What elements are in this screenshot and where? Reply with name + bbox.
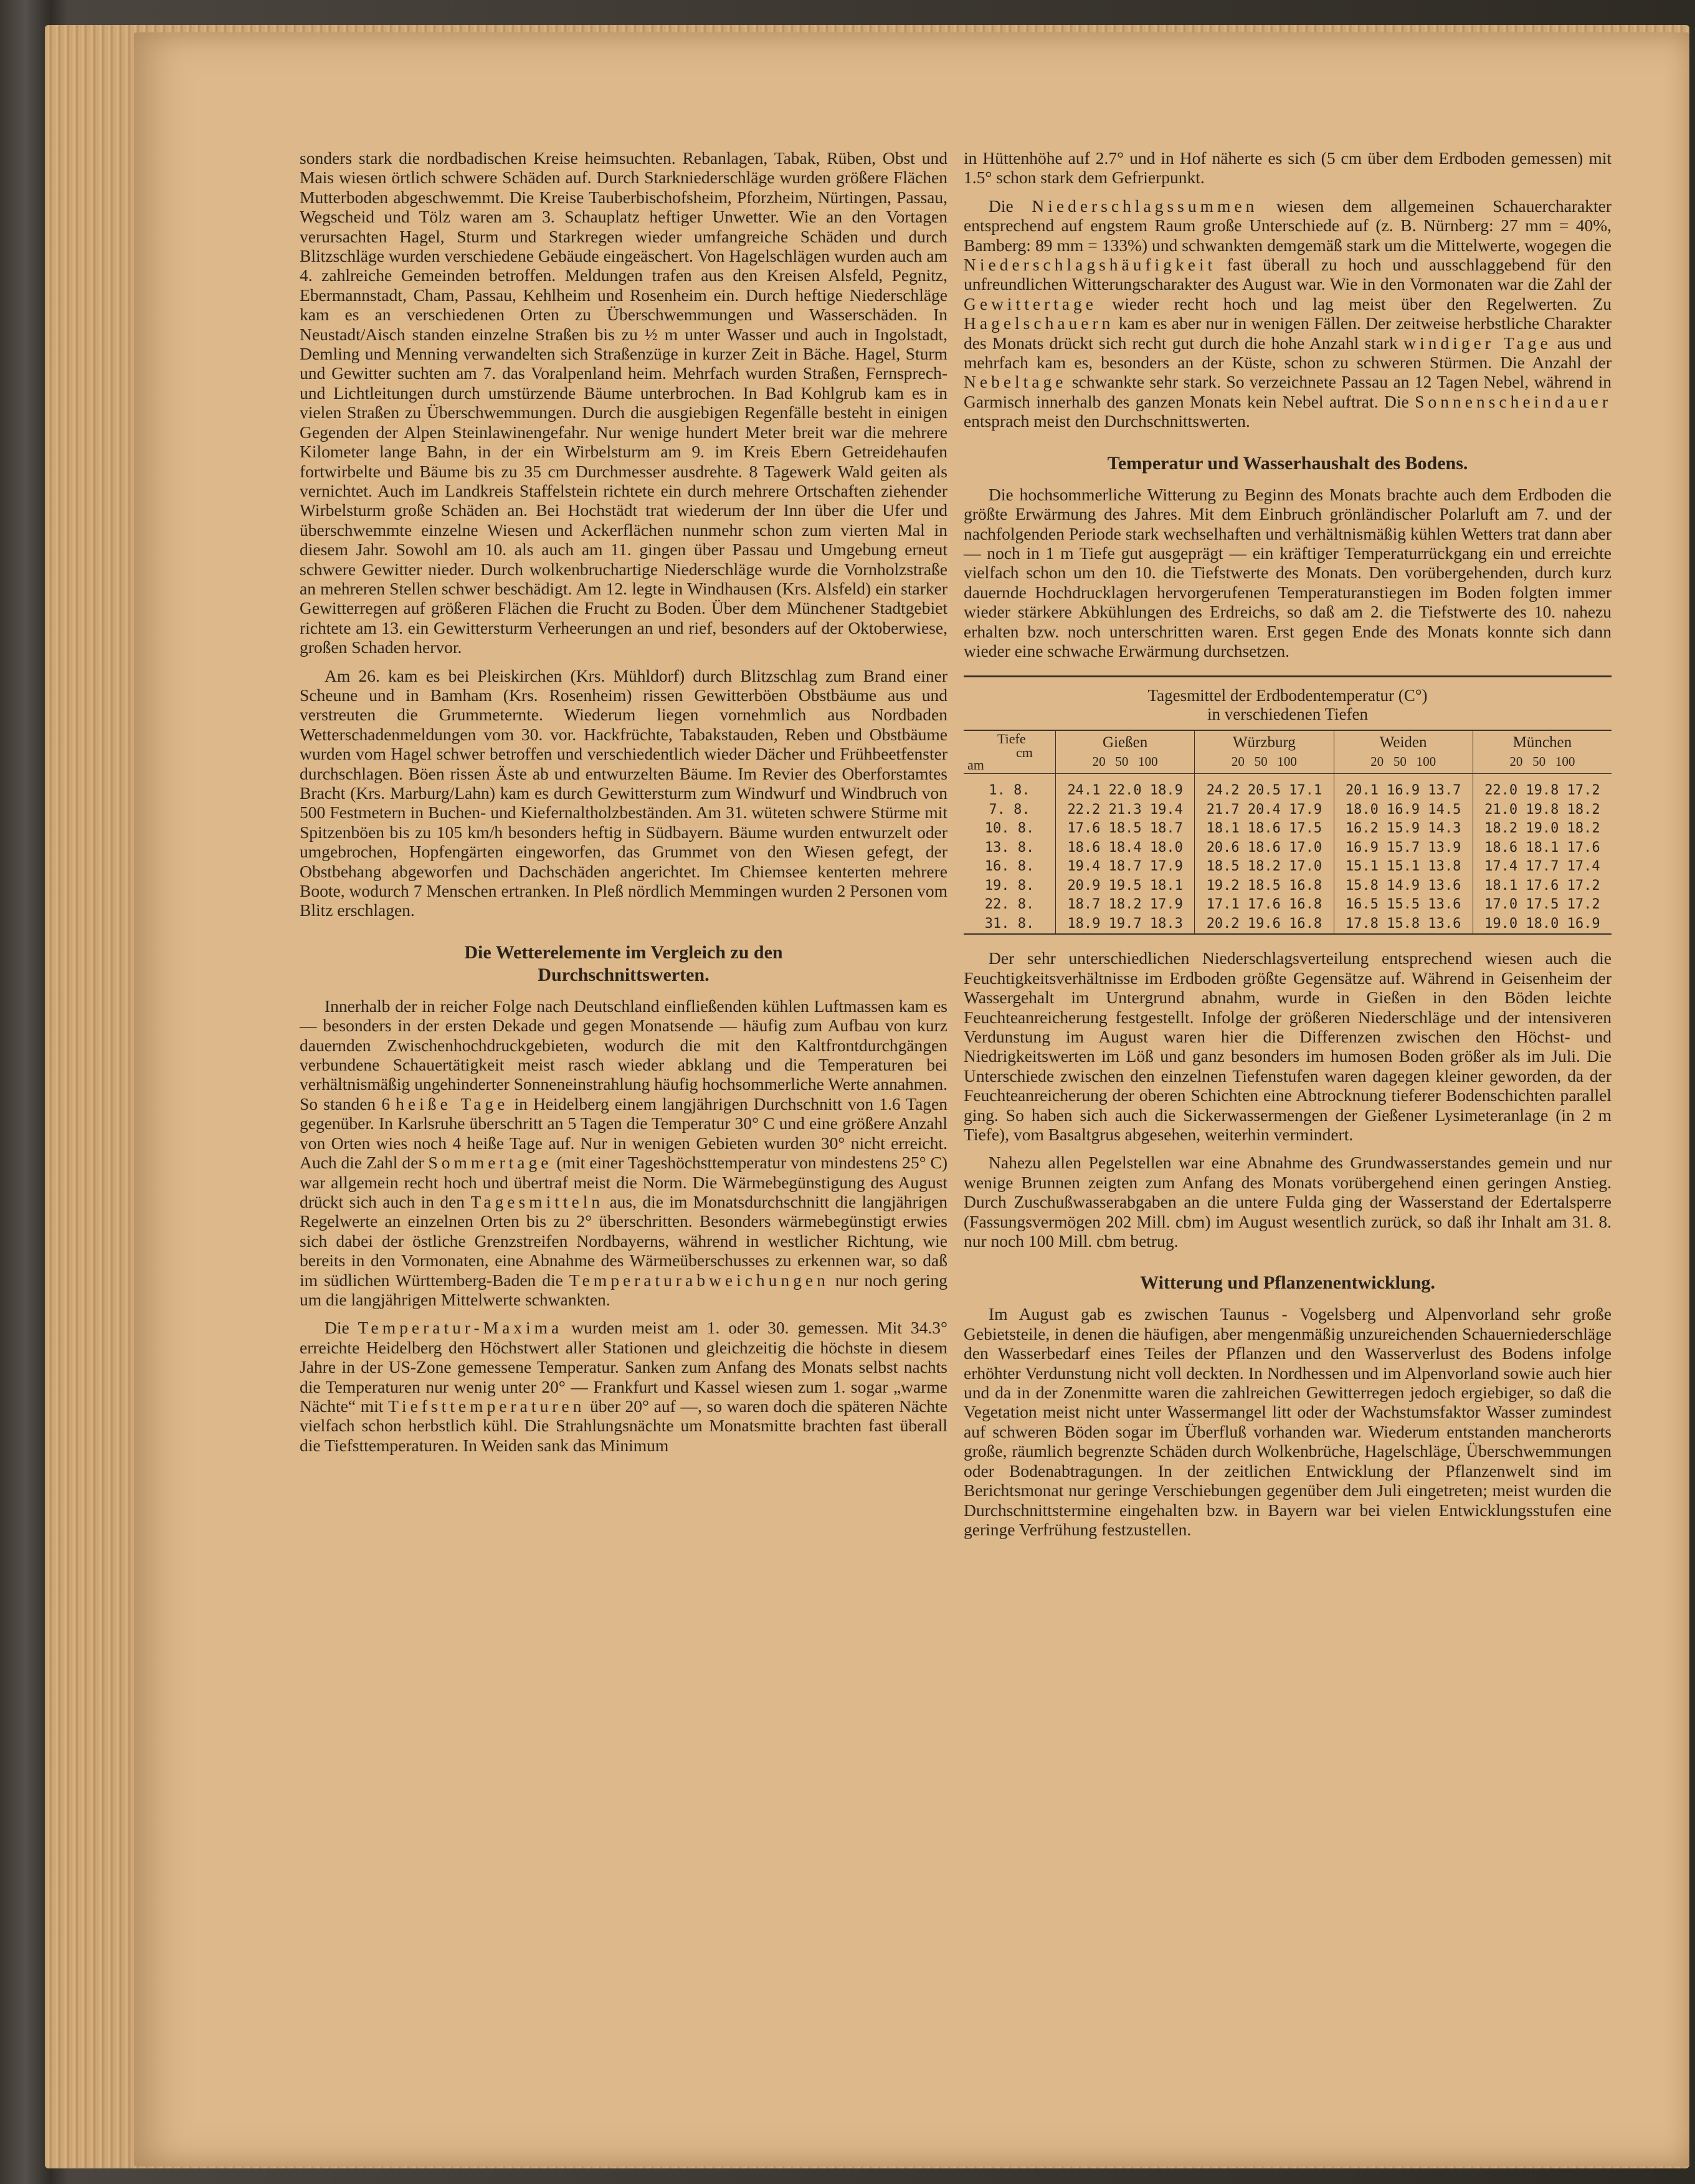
row-date: 16. 8. [964, 857, 1056, 877]
text-run: fast überall zu hoch und ausschlaggebend für den unfreundlichen Witterungscharakter des August war. Wie in den Vormonaten war die Zahl der [964, 255, 1612, 294]
right-paragraph-4: Der sehr unterschiedlichen Niederschlagsverteilung entsprechend wiesen auch die Feuchtigkeitsverhältnisse im Erdboden größte Gegensätze auf. Während in Geisenheim der Wassergehalt im Untergrund abnahm, wurde in Gießen in den Böden leichte Feuchteanreicherung festgestellt. Infolge der größeren Niederschläge und der intensiveren Verdunstung im August waren hier die Differenzen zwischen den Höchst- und Niedrigkeitswerten im Löß und ganz besonders im humosen Boden größer als im Juli. Die Unterschiede zwischen den einzelnen Tiefenstufen waren dagegen kleiner geworden, da der Feuchteanreicherung der oberen Schichten eine Abtrocknung tieferer Bodenschichten parallel ging. So haben sich auch die Sickerwassermengen der Gießener Lysimeteranlage (in 2 m Tiefe), vom Basaltgrus abgesehen, weiterhin vermindert. [964, 948, 1612, 1144]
cell-wuerzburg: 19.2 18.5 16.8 [1195, 877, 1334, 896]
cell-wuerzburg: 20.6 18.6 17.0 [1195, 839, 1334, 858]
section-heading-pflanzen: Witterung und Pflanzenentwicklung. [1140, 1272, 1435, 1294]
cell-muenchen: 22.0 19.8 17.2 [1484, 783, 1600, 799]
depth-label: 100 [1138, 754, 1158, 770]
cell-weiden: 16.2 15.9 14.3 [1334, 819, 1473, 839]
table-row [964, 819, 1612, 839]
cell-weiden: 20.1 16.9 13.7 [1334, 774, 1473, 801]
text-run: aus und mehrfach kam es, besonders an der Küste, schon zu schweren Stürmen. Die Anzahl der [964, 333, 1612, 373]
city-label: Würzburg [1232, 734, 1296, 751]
cell-weiden: 17.8 15.8 13.6 [1334, 915, 1473, 935]
city-label: Gießen [1103, 734, 1148, 751]
left-column [300, 148, 947, 1455]
table-corner-cell [964, 730, 1056, 774]
depth-label: 20 [1509, 754, 1523, 770]
depth-label: 50 [1532, 754, 1546, 770]
right-paragraph-3: Die hochsommerliche Witterung zu Beginn des Monats brachte auch dem Erdboden die größte Erwärmung des Jahres. Mit dem Einbruch grönländischer Polarluft am 7. und der nachfolgenden Periode stark wechselhaften und verhältnismäßig kühlen Wetters trat dann aber — noch in 1 m Tiefe gut ausgeprägt — ein kräftiger Temperaturrückgang ein und erreichte vielfach schon um den 10. die Tiefstwerte des Monats. Den vorübergehenden, durch kurz dauernde Hochdrucklagen hervorgerufenen Temperaturanstiegen im Boden folgten immer wieder stärkere Abkühlungen des Erdreichs, so daß am 2. die Tiefstwerte des 10. nahezu erhalten bzw. noch unterschritten waren. Erst gegen Ende des Monats konnte sich dann wieder eine schwache Erwärmung durchsetzen. [964, 484, 1612, 660]
cell-wuerzburg: 18.5 18.2 17.0 [1195, 857, 1334, 877]
table-row [964, 857, 1612, 877]
row-date: 19. 8. [964, 877, 1056, 896]
cell-muenchen: 17.0 17.5 17.2 [1484, 897, 1600, 913]
city-header-weiden [1334, 730, 1473, 774]
cell-weiden: 18.0 16.9 14.5 [1334, 801, 1473, 820]
depth-label: 20 [1231, 754, 1245, 770]
right-paragraph-2 [964, 196, 1612, 431]
row-date: 7. 8. [964, 801, 1056, 820]
text-run: wiesen dem allgemeinen Schauercharakter entsprechend auf engstem Raum große Unterschiede auf (z. B. Nürnberg: 27 mm = 40%, Bamberg: 89 mm = 133%) und schwankten demgemäß stark um die Mittelwerte, wogegen die [964, 196, 1612, 255]
cell-muenchen: 18.1 17.6 17.2 [1484, 877, 1600, 894]
cell-muenchen: 19.0 18.0 16.9 [1484, 915, 1600, 932]
row-date: 22. 8. [964, 895, 1056, 915]
spaced-term: Temperatur-Maxima [358, 1318, 563, 1338]
right-paragraph-6: Im August gab es zwischen Taunus - Vogelsberg und Alpenvorland sehr große Gebietsteile, in denen die häufigen, aber mengenmäßig unzureichenden Schauerniederschläge den Wasserbedarf eines Teiles der Pflanzen und den Wasserverlust des Bodens infolge erhöhter Verdunstung nicht voll deckten. In Nordhessen und im Alpenvorland sowie auch hier und da in der Zonenmitte waren die zahlreichen Gewitterregen jedoch ergiebiger, so daß die Vegetation meist nicht unter Wassermangel litt oder der Wachstumsfaktor Wasser zumindest auf schweren Böden sogar im Überfluß vorhanden war. Wiederum entstanden mancherorts große, räumlich begrenzte Schäden durch Wolkenbrüche, Hagelschläge, Überschwemmungen oder Bodenabtragungen. In der zeitlichen Entwicklung der Pflanzenwelt sind im Berichtsmonat nur geringe Verschiebungen gegenüber dem Juli eingetreten; meist wurden die Durchschnittstermine eingehalten bzw. in Bayern war bei vielen Entwicklungsstufen eine geringe Verfrühung festzustellen. [964, 1304, 1612, 1539]
text-run: über 20° auf —, so waren doch die späteren Nächte vielfach schon herbstlich kühl. Die Strahlungsnächte um Monatsmitte brachten fast überall die Tiefsttemperaturen. In Weiden sank das Minimum [300, 1396, 948, 1455]
table-row [964, 877, 1612, 896]
table-row [964, 915, 1612, 935]
spaced-term: Niederschlagssummen [1032, 196, 1258, 216]
cell-weiden: 16.5 15.5 13.6 [1334, 895, 1473, 915]
depth-label: 50 [1393, 754, 1407, 770]
section-heading-boden: Temperatur und Wasserhaushalt des Bodens. [1107, 452, 1468, 474]
spaced-term: Sommertage [428, 1153, 553, 1173]
data-table [964, 730, 1612, 935]
heading-line-2: Durchschnittswerten. [538, 964, 710, 985]
cell-muenchen: 17.4 17.7 17.4 [1484, 859, 1600, 875]
row-date: 10. 8. [964, 819, 1056, 839]
cell-giessen: 18.6 18.4 18.0 [1056, 839, 1195, 858]
cell-giessen: 20.9 19.5 18.1 [1056, 877, 1195, 896]
city-label: Weiden [1379, 734, 1427, 751]
depth-label: 50 [1115, 754, 1129, 770]
cell-giessen: 24.1 22.0 18.9 [1056, 774, 1195, 801]
spaced-term: Niederschlagshäufigkeit [964, 255, 1217, 275]
right-paragraph-5: Nahezu allen Pegelstellen war eine Abnahme des Grundwasserstandes gemein und nur wenige Brunnen zeigten zum Anfang des Monats vorübergehend einen geringen Anstieg. Durch Zuschußwasserabgaben an die untere Fulda ging der Wasserstand der Edertalsperre (Fassungsvermögen 202 Mill. cbm) im August wesentlich zurück, so daß ihr Inhalt am 31. 8. nur noch 100 Mill. cbm betrug. [964, 1153, 1612, 1251]
spaced-term: Hagelschauern [964, 313, 1114, 333]
right-paragraph-1: in Hüttenhöhe auf 2.7° und in Hof näherte es sich (5 cm über dem Erdboden gemessen) mit 1.5° schon stark dem Gefrierpunkt. [964, 148, 1612, 188]
cell-wuerzburg: 21.7 20.4 17.9 [1195, 801, 1334, 820]
depth-label: 50 [1254, 754, 1268, 770]
cell-giessen: 17.6 18.5 18.7 [1056, 819, 1195, 839]
cell-wuerzburg: 18.1 18.6 17.5 [1195, 819, 1334, 839]
cell-muenchen: 18.2 19.0 18.2 [1484, 821, 1600, 837]
spaced-term: Tagesmitteln [470, 1191, 604, 1211]
row-date: 1. 8. [964, 774, 1056, 801]
depth-label: 100 [1277, 754, 1297, 770]
cell-muenchen: 18.6 18.1 17.6 [1484, 839, 1600, 856]
corner-tiefe: Tiefe [997, 731, 1026, 747]
text-run: (mit einer Tageshöchsttemperatur von mindestens 25° C) war allgemein recht hoch und übertraf meist die Norm. Die Wärmebegünstigung des August drückt sich auch in den [300, 1153, 948, 1211]
right-column [964, 148, 1612, 1539]
text-run: in Heidelberg einem langjährigen Durchschnitt von 1.6 Tagen gegenüber. In Karlsruhe überschritt an 5 Tagen die Temperatur 30° C und eine größere Anzahl von Orten wies noch 4 heiße Tage auf. Nur in wenigen Gebieten wurden 30° nicht erreicht. Auch die Zahl der [300, 1094, 948, 1173]
cell-wuerzburg: 17.1 17.6 16.8 [1195, 895, 1334, 915]
cell-giessen: 19.4 18.7 17.9 [1056, 857, 1195, 877]
cell-weiden: 15.1 15.1 13.8 [1334, 857, 1473, 877]
cell-muenchen: 21.0 19.8 18.2 [1484, 801, 1600, 818]
heading-line-1: Die Wetterelemente im Vergleich zu den [464, 942, 783, 963]
text-run: Die [325, 1318, 349, 1338]
city-header-muenchen [1473, 730, 1612, 774]
corner-am: am [967, 757, 984, 773]
text-run: wurden meist am 1. oder 30. gemessen. Mit 34.3° erreichte Heidelberg den Höchstwert aller Stationen und gleichzeitig die höchste in diesem Jahre in der US-Zone gemessene Temperatur. Sanken zum Anfang des Monats selbst nachts die Temperaturen nur wenig unter 20° — Frankfurt und Kassel wiesen zum 1. sogar „warme Nächte“ mit [300, 1318, 947, 1416]
cell-giessen: 18.7 18.2 17.9 [1056, 895, 1195, 915]
depth-label: 20 [1370, 754, 1384, 770]
caption-line-1: Tagesmittel der Erdbodentemperatur (C°) [1147, 686, 1428, 705]
spaced-term: Temperaturabweichungen [569, 1270, 829, 1290]
text-run: Innerhalb der in reicher Folge nach Deutschland einfließenden kühlen Luftmassen kam es — besonders in der ersten Dekade und gegen Monatsende — häufig zum Aufbau von kurz dauernden Zwischenhochdruckgebieten, wodurch die mit den Kaltfrontdurchgängen verbundene Schauertätigkeit meist rasch wieder abklang und die Temperaturen bei verhältnismäßig ungehinderter Sonneneinstrahlung häufig hochsommerliche Werte annahmen. So standen 6 [300, 996, 947, 1113]
cell-weiden: 15.8 14.9 13.6 [1334, 877, 1473, 896]
cell-weiden: 16.9 15.7 13.9 [1334, 839, 1473, 858]
cell-wuerzburg: 24.2 20.5 17.1 [1195, 774, 1334, 801]
text-run: nur noch gering um die langjährigen Mittelwerte schwankten. [300, 1270, 948, 1309]
depth-label: 20 [1092, 754, 1106, 770]
text-run: kam es aber nur in wenigen Fällen. Der zeitweise herbstliche Charakter des Monats drückt sich recht gut durch die hohe Anzahl stark [964, 313, 1612, 353]
caption-line-2: in verschiedenen Tiefen [1207, 705, 1368, 724]
left-paragraph-4 [300, 1318, 947, 1455]
text-run: Die [989, 196, 1014, 216]
table-row [964, 801, 1612, 820]
left-paragraph-3 [300, 996, 947, 1310]
text-run: wieder recht hoch und lag meist über den Regelwerten. Zu [1112, 293, 1612, 313]
table-row [964, 895, 1612, 915]
spaced-term: Nebeltage [964, 372, 1067, 392]
left-paragraph-2: Am 26. kam es bei Pleiskirchen (Krs. Mühldorf) durch Blitzschlag zum Brand einer Scheune und in Bamham (Krs. Rosenheim) rissen Gewitterböen Obstbäume aus und verstreuten die Grummeternte. Wiederum liegen vornehmlich aus Nordbaden Wetterschadenmeldungen vom 30. vor. Hackfrüchte, Tabakstauden, Reben und Obstbäume wurden vom Hagel schwer betroffen und verschiedentlich wieder Dächer und Frühbeetfenster durchschlagen. Böen rissen Äste ab und entwurzelten Bäume. Im Revier des Oberforstamtes Bracht (Krs. Marburg/Lahn) kam es durch Gewittersturm zum Windwurf und Windbruch von 500 Festmetern in Buchen- und Kiefernaltholzbeständen. Am 31. wüteten schwere Stürme mit Spitzenböen bis zu 105 km/h besonders heftig in Südbayern. Bäume wurden entwurzelt oder umgebrochen, Hopfengärten eingeworfen, das Grummet von den Wiesen gefegt, der Obstbehang abgeworfen und Dachschäden angerichtet. Im Chiemsee kenterten mehrere Boote, wodurch 7 Menschen ertranken. In Pleß nördlich Memmingen wurden 2 Personen vom Blitz erschlagen. [300, 665, 947, 920]
cell-giessen: 18.9 19.7 18.3 [1056, 915, 1195, 935]
spaced-term: Tiefsttemperaturen [388, 1396, 586, 1416]
city-header-giessen [1056, 730, 1195, 774]
table-row [964, 839, 1612, 858]
spaced-term: heiße Tage [396, 1094, 509, 1113]
spaced-term: Gewittertage [964, 293, 1098, 313]
left-paragraph-1: sonders stark die nordbadischen Kreise heimsuchten. Rebanlagen, Tabak, Rüben, Obst und Mais wiesen örtlich schwere Schäden auf. Durch Starkniederschläge wurden größere Flächen Mutterboden abgeschwemmt. Die Kreise Tauberbischofsheim, Pforzheim, Nürtingen, Passau, Wegscheid und Tölz waren am 3. Schauplatz heftiger Unwetter. Wie an den Vortagen verursachten Hagel, Sturm und Starkregen wieder umfangreiche Schäden und durch Blitzschläge wurden verschiedene Gebäude eingeäschert. Von Hagelschlägen wurden auch am 4. zahlreiche Gemeinden betroffen. Meldungen trafen aus den Kreisen Alsfeld, Pegnitz, Ebermannstadt, Cham, Passau, Kehlheim und Rosenheim ein. Durch heftige Niederschläge kam es an verschiedenen Orten zu Überschwemmungen und Wasserschäden. In Neustadt/Aisch standen einzelne Straßen bis zu ½ m unter Wasser und auch in Ingolstadt, Demling und Menning verwandelten sich Straßenzüge in kurzer Zeit in Bäche. Hagel, Sturm und Gewitter suchten am 7. das Voralpenland heim. Mehrfach wurden Straßen, Fernsprech- und Lichtleitungen durch umstürzende Bäume unterbrochen. In Bad Kohlgrub kam es in vielen Straßen zu Überschwemmungen. Durch die ausgiebigen Regenfälle besteht in einigen Gegenden der Alpen Steinlawinengefahr. Nur wenige hundert Meter breit war die mehrere Kilometer lange Bahn, in der ein Wirbelsturm am 9. im Kreis Ebern Getreidehaufen fortwirbelte und Bäume bis zu 35 cm Durchmesser ausdrehte. 8 Tagewerk Wald geiten als vernichtet. Auch im Landkreis Staffelstein richtete ein durch mehrere Ortschaften ziehender Wirbelsturm große Schäden an. Bei Hochstädt trat wiederum der Inn über die Ufer und überschwemmte einzelne Wiesen und Ackerflächen nunmehr schon zum vierten Mal in diesem Jahr. Sowohl am 10. als auch am 11. gingen über Passau und Umgebung erneut schwere Gewitter nieder. Durch wolkenbruchartige Niederschläge wurde die Vornholzstraße an mehreren Stellen schwer beschädigt. Am 12. legte in Windhausen (Krs. Alsfeld) ein starker Gewitterregen auf größeren Flächen die Frucht zu Boden. Über dem Münchener Stadtgebiet richtete am 13. ein Gewittersturm Verheerungen an und rief, besonders auf der Oktoberwiese, großen Schaden hervor. [300, 148, 947, 657]
table-caption [964, 686, 1612, 723]
city-header-wuerzburg [1195, 730, 1334, 774]
text-run: schwankte sehr stark. So verzeichnete Passau an 12 Tagen Nebel, während in Garmisch innerhalb des ganzen Monats kein Nebel auftrat. Die [964, 372, 1612, 411]
depth-label: 100 [1555, 754, 1575, 770]
table-row [964, 774, 1612, 801]
cell-giessen: 22.2 21.3 19.4 [1056, 801, 1195, 820]
row-date: 31. 8. [964, 915, 1056, 935]
spaced-term: windiger Tage [1403, 333, 1552, 353]
cell-wuerzburg: 20.2 19.6 16.8 [1195, 915, 1334, 935]
spaced-term: Sonnenscheindauer [1415, 391, 1612, 411]
depth-label: 100 [1416, 754, 1436, 770]
row-date: 13. 8. [964, 839, 1056, 858]
city-label: München [1512, 734, 1572, 751]
section-heading-wetterelemente [300, 942, 947, 986]
text-run: entsprach meist den Durchschnittswerten. [964, 411, 1250, 431]
corner-cm: cm [1016, 745, 1033, 761]
soil-temperature-table [964, 675, 1612, 935]
text-run: aus, die im Monatsdurchschnitt die langjährigen Regelwerte an einzelnen Orten bis zu 2° überschritten. Besonders wärmebegünstigt erwies sich dabei der östliche Grenzstreifen Nordbayerns, während in westlicher Richtung, wie bereits in den Vormonaten, eine Abnahme des Wärmeüberschusses zu erkennen war, so daß im südlichen Württemberg-Baden die [300, 1191, 947, 1290]
